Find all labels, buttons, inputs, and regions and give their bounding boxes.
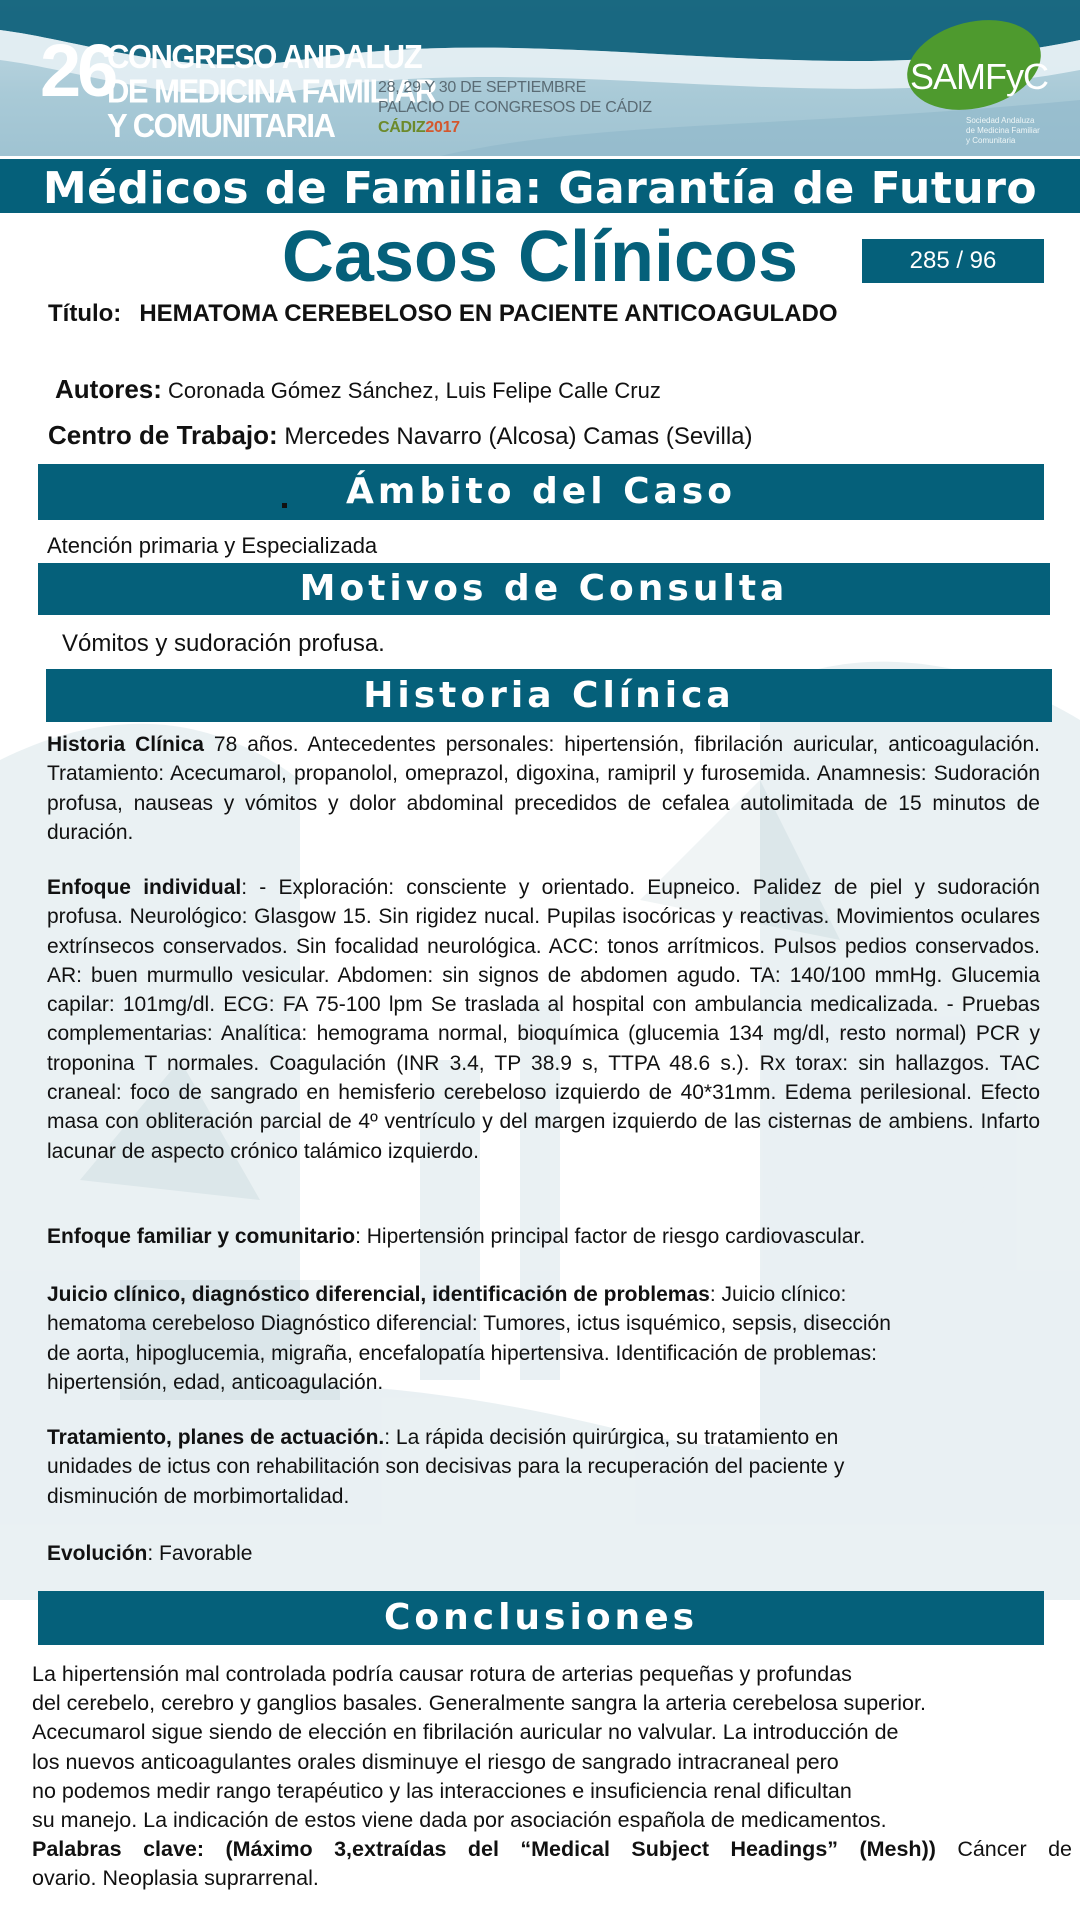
logo-subtitle-line: Sociedad Andaluza: [966, 116, 1035, 125]
congress-name-line: DE MEDICINA FAMILIAR: [107, 72, 436, 111]
logo-subtitle: [966, 116, 1046, 146]
tratamiento-paragraph: [47, 1423, 1040, 1511]
authors-label: Autores:: [55, 374, 162, 404]
section-header-historia: Historia Clínica: [46, 669, 1052, 722]
historia-paragraph: [47, 730, 1040, 847]
keywords-label: Palabras clave: (Máximo 3,extraídas del “Medical Subject Headings” (Mesh)): [32, 1837, 936, 1862]
conclusion-line: del cerebelo, cerebro y ganglios basales. Generalmente sangra la arteria cerebelosa superior.: [32, 1691, 926, 1716]
congress-name-line: Y COMUNITARIA: [107, 106, 335, 145]
work-center-value: Mercedes Navarro (Alcosa) Camas (Sevilla): [284, 423, 753, 450]
paragraph-text: 78 años. Antecedentes personales: hipertensión, fibrilación auricular, anticoagulación. Tratamiento: Acecumarol, propanolol, omeprazol, digoxina, ramipril y furosemida. Anamnesis: Sudoración profusa, nauseas y vómitos y dolor abdominal precedidos de cefalea autolimitada de 15 minutos de duración.: [47, 733, 1040, 844]
enfoque-individual-paragraph: [47, 873, 1040, 1166]
section-header-conclusiones: Conclusiones: [38, 1591, 1044, 1645]
samfyc-logo: [902, 20, 1046, 150]
congress-date-text: 28, 29 Y 30 DE SEPTIEMBRE: [378, 79, 587, 96]
slogan-banner: [0, 156, 1080, 213]
paragraph-line: disminución de morbimortalidad.: [47, 1484, 350, 1508]
paragraph-line: hipertensión, edad, anticoagulación.: [47, 1370, 384, 1394]
logo-subtitle-line: y Comunitaria: [966, 136, 1016, 145]
paragraph-label: Juicio clínico, diagnóstico diferencial, identificación de problemas: [47, 1283, 710, 1306]
paragraph-line: unidades de ictus con rehabilitación son decisivas para la recuperación del paciente y: [47, 1455, 845, 1479]
keywords-value: Cáncer de: [957, 1837, 1072, 1862]
juicio-clinico-paragraph: [47, 1280, 1040, 1397]
logo-subtitle-line: de Medicina Familiar: [966, 126, 1040, 135]
paragraph-label: Historia Clínica: [47, 733, 204, 756]
logo-text: SAMFyC: [910, 56, 1048, 97]
paragraph-label: Enfoque individual: [47, 876, 242, 899]
ambito-text: Atención primaria y Especializada: [47, 533, 378, 558]
paragraph-text: : - Exploración: consciente y orientado. Eupneico. Palidez de piel y sudoración profusa. Neurológico: Glasgow 15. Sin rigidez nucal. Pupilas isocóricas y reactivas. Movimientos oculares extrínsecos conservados. Sin focalidad neurológica. ACC: tonos arrítmicos. Pulsos pedios conservados. AR: buen murmullo vesicular. Abdomen: sin signos de abdomen agudo. TA: 140/100 mmHg. Glucemia capilar: 101mg/dl. ECG: FA 75-100 lpm Se traslada al hospital con ambulancia medicalizada. - Pruebas complementarias: Analítica: hemograma normal, bioquímica (glucemia 134 mg/dl, resto normal) PCR y troponina T normales. Coagulación (INR 3.4, TP 38.9 s, TTPA 48.6 s.). Rx torax: sin hallazgos. TAC craneal: foco de sangrado en hemisferio cerebeloso izquierdo de 40*31mm. Edema perilesional. Efecto masa con obliteración parcial de 4º ventrículo y del margen izquierdo de las cisternas de ambiens. Infarto lacunar de aspecto crónico talámico izquierdo.: [47, 876, 1040, 1163]
paragraph-text: : La rápida decisión quirúrgica, su tratamiento en: [384, 1426, 839, 1449]
paragraph-text: : Hipertensión principal factor de riesgo cardiovascular.: [355, 1225, 866, 1248]
page-title: Casos Clínicos: [281, 217, 799, 297]
title-label: Título:: [48, 300, 122, 327]
section-header-motivos: Motivos de Consulta: [38, 563, 1050, 615]
evolucion-paragraph: [47, 1539, 1040, 1568]
congress-city-year: [378, 118, 652, 138]
keywords-line: [32, 1835, 1072, 1864]
congress-header: [0, 0, 1080, 156]
conclusions-text: [32, 1660, 1072, 1894]
title-value: HEMATOMA CEREBELOSO EN PACIENTE ANTICOAGULADO: [139, 300, 838, 327]
paragraph-label: Enfoque familiar y comunitario: [47, 1225, 356, 1248]
work-center: [48, 420, 753, 451]
conclusion-line: no podemos medir rango terapéutico y las interacciones e insuficiencia renal dificultan: [32, 1778, 852, 1803]
congress-dates: [378, 78, 652, 138]
paragraph-line: hematoma cerebeloso Diagnóstico diferencial: Tumores, ictus isquémico, sepsis, disección: [47, 1312, 891, 1336]
case-number-badge: 285 / 96: [862, 239, 1044, 283]
motivos-text: Vómitos y sudoración profusa.: [62, 630, 385, 657]
enfoque-familiar-paragraph: [47, 1222, 1040, 1251]
work-center-label: Centro de Trabajo:: [48, 420, 278, 450]
paragraph-text: : Juicio clínico:: [709, 1283, 847, 1306]
conclusion-line: Acecumarol sigue siendo de elección en fibrilación auricular no valvular. La introducción de: [32, 1720, 899, 1745]
paragraph-label: Evolución: [47, 1542, 148, 1565]
conclusion-line: los nuevos anticoagulantes orales disminuye el riesgo de sangrado intracraneal pero: [32, 1749, 839, 1774]
paragraph-line: de aorta, hipoglucemia, migraña, encefalopatía hipertensiva. Identificación de problemas:: [47, 1341, 878, 1365]
congress-name-line: CONGRESO ANDALUZ: [107, 37, 422, 76]
slogan-text: Médicos de Familia: Garantía de Futuro: [42, 163, 1038, 214]
paragraph-text: : Favorable: [147, 1542, 253, 1565]
congress-city: CÁDIZ: [378, 119, 426, 136]
congress-number: 26: [40, 29, 115, 112]
congress-venue: PALACIO DE CONGRESOS DE CÁDIZ: [378, 99, 652, 116]
keywords-line: ovario. Neoplasia suprarrenal.: [32, 1866, 319, 1891]
section-header-ambito: Ámbito del Caso: [38, 464, 1044, 520]
paragraph-label: Tratamiento, planes de actuación.: [47, 1426, 385, 1449]
case-title: [48, 300, 838, 328]
authors-value: Coronada Gómez Sánchez, Luis Felipe Calle Cruz: [168, 378, 661, 403]
conclusion-line: su manejo. La indicación de estos viene dada por asociación española de medicamentos.: [32, 1808, 887, 1833]
congress-year: 2017: [425, 119, 460, 136]
stray-dot: [282, 503, 287, 508]
authors: [55, 374, 661, 405]
conclusion-line: La hipertensión mal controlada podría causar rotura de arterias pequeñas y profundas: [32, 1662, 852, 1686]
